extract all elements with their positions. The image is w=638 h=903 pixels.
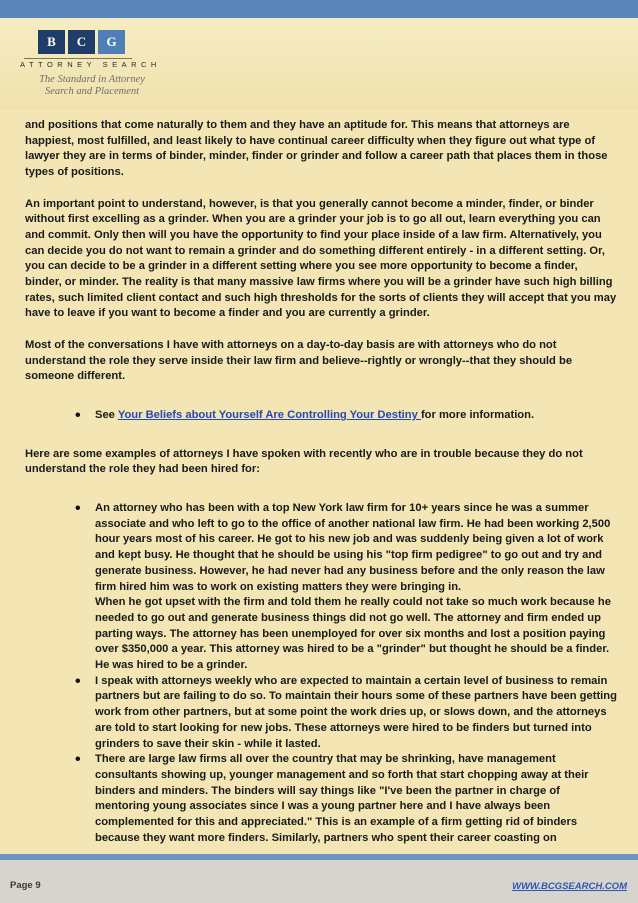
bcg-logo [38, 30, 125, 54]
page-header [0, 18, 638, 110]
paragraph-1: and positions that come naturally to them and they have an aptitude for. This means that attorneys are happiest, most fulfilled, and least likely to have continual career difficulty when they figure out what type of lawyer they are in terms of binder, minder, finder or grinder and follow a career path that places them in those types of positions. [25, 119, 608, 179]
bullet-icon: • [75, 672, 81, 690]
logo-letter-b: B [38, 30, 65, 54]
bullet-1-text: An attorney who has been with a top New York law firm for 10+ years since he was a summer associate and who left to go to the office of another national law firm. He had been working 2,500 hour years most of his career. He got to his new job and was suddenly being given a lot of work and kept busy. He thought that he should be using his "top firm pedigree" to go out and try and generate business. However, he had never had any business before and the only reason the law firm hired him was to work on existing matters they were bringing in. [95, 502, 611, 593]
see-suffix: for more information. [420, 408, 535, 421]
related-article-link[interactable]: Your Beliefs about Yourself Are Controlling Your Destiny [117, 408, 421, 421]
logo-letter-c: C [68, 30, 95, 54]
list-item [25, 674, 617, 753]
bullet-icon: • [75, 406, 81, 424]
bullet-3-text: There are large law firms all over the country that may be shrinking, have management consultants showing up, younger management and so forth that start chopping away at their binders and minders. The binders will say things like "I've been the partner in charge of mentoring young associates since I was a young partner here and I have always been complemented for this and appreciated." This is an example of a firm getting rid of binders because they want more finders. Similarly, partners who spent their career coasting on [95, 753, 589, 844]
website-link[interactable]: WWW.BCGSEARCH.COM [512, 881, 627, 892]
bullet-2-text: I speak with attorneys weekly who are expected to maintain a certain level of business to remain partners but are failing to do so. To maintain their hours some of these partners have been getting work from other partners, but at some point the work dries up, or slows down, and the attorneys are told to start looking for new jobs. These attorneys were hired to be finders but turned into grinders to save their skin - while it lasted. [95, 674, 617, 750]
article-body [25, 118, 617, 847]
bullet-icon: • [75, 500, 81, 518]
page-footer [0, 860, 638, 903]
bullet-icon: • [75, 751, 81, 769]
logo-subtitle: ATTORNEY SEARCH [20, 60, 161, 69]
paragraph-3: Most of the conversations I have with attorneys on a day-to-day basis are with attorneys who do not understand the role they serve inside their law firm and believe--rightly or wrongly--that they should be someone different. [25, 338, 573, 383]
tagline-line-1: The Standard in Attorney [39, 74, 145, 85]
logo-letter-g: G [98, 30, 125, 54]
list-item [25, 501, 617, 674]
see-also-bullet [25, 408, 617, 424]
page-number: Page 9 [10, 880, 41, 891]
bullet-1-continued: When he got upset with the firm and told them he really could not take so much work because he needed to go out and generate business things did not go well. The attorney and firm ended up parting ways. The attorney has been unemployed for over six months and lost a position paying over $350,000 a year. This attorney was hired to be a "grinder" but thought he should be a finder. He was hired to be a grinder. [95, 596, 611, 672]
list-item [25, 752, 617, 846]
paragraph-2: An important point to understand, however, is that you generally cannot become a minder, finder, or binder without first excelling as a grinder. When you are a grinder your job is to go all out, learn everything you can and commit. Only then will you have the opportunity to find your place inside of a law firm. Alternatively, you can decide you do not want to remain a grinder and do something different entirely - in a different setting. Or, you can decide to be a grinder in a different setting where you see more opportunity to become a finder, binder, or minder. The reality is that many massive law firms where you will be a grinder have such high billing rates, such limited client contact and such high thresholds for the sorts of clients they will accept that you may have to leave if you want to become a finder and you are currently a grinder. [25, 197, 617, 320]
tagline [22, 74, 162, 98]
logo-divider [24, 58, 132, 59]
top-color-strip [0, 0, 638, 18]
tagline-line-2: Search and Placement [44, 86, 140, 97]
see-prefix: See [95, 408, 118, 421]
paragraph-4: Here are some examples of attorneys I have spoken with recently who are in trouble because they do not understand the role they had been hired for: [25, 447, 583, 476]
